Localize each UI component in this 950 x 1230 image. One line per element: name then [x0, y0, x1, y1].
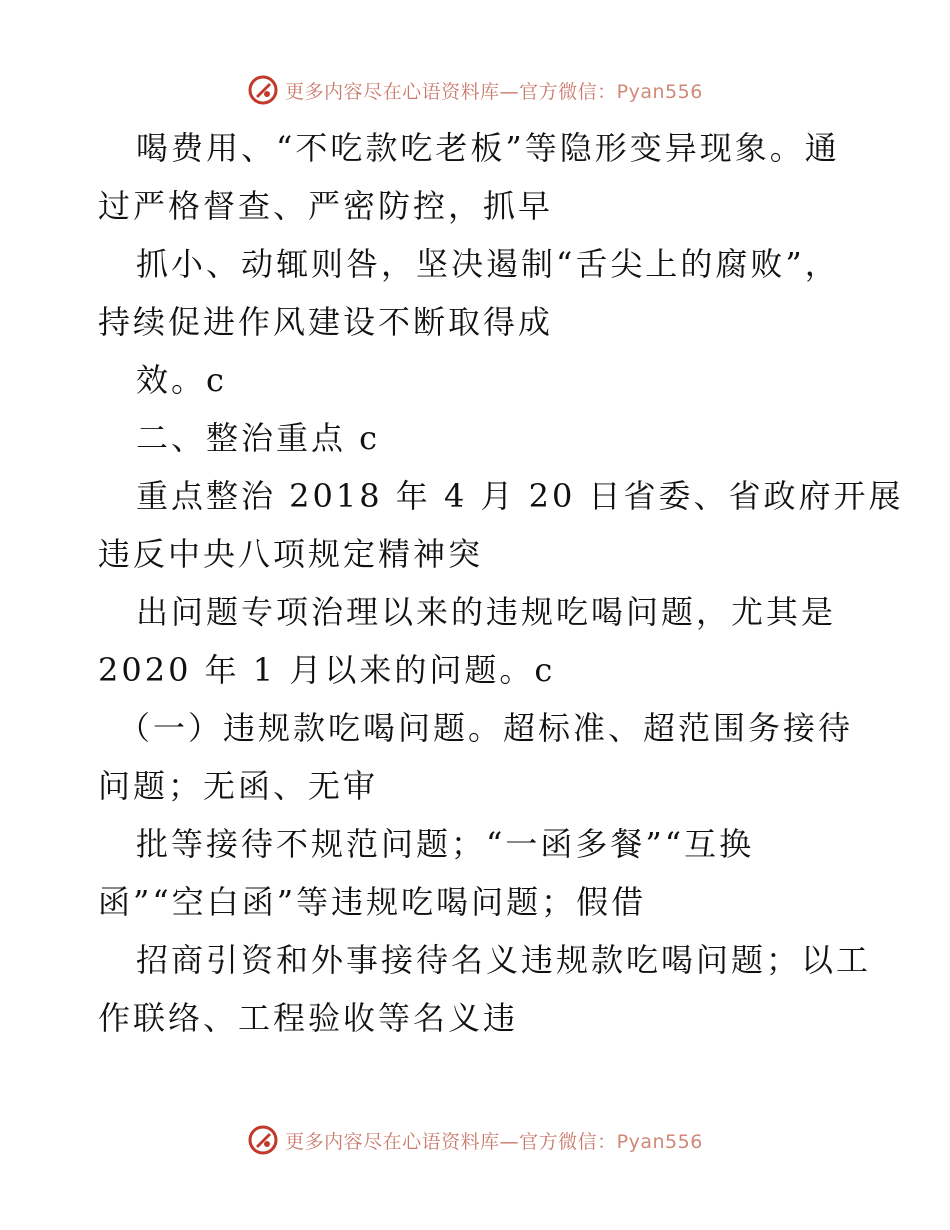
text-line: 过严格督查、严密防控，抓早 — [98, 187, 554, 225]
text-line: 喝费用、“不吃款吃老板”等隐形变异现象。通 — [136, 129, 840, 167]
text-line: 持续促进作风建设不断取得成 — [98, 303, 554, 341]
text-line: 作联络、工程验收等名义违 — [98, 999, 519, 1037]
text-line: 问题；无函、无审 — [98, 767, 379, 805]
text-line: 函”“空白函”等违规吃喝问题；假借 — [98, 883, 647, 921]
text-line: 效。c — [136, 361, 227, 399]
text-line: 抓小、动辄则咎，坚决遏制“舌尖上的腐败”， — [136, 245, 840, 283]
header-watermark-text: 更多内容尽在心语资料库—官方微信：Pyan556 — [285, 80, 703, 103]
brand-logo-icon — [247, 74, 279, 106]
text-line: 招商引资和外事接待名义违规款吃喝问题；以工 — [136, 941, 872, 979]
footer-watermark-banner — [0, 1120, 950, 1160]
text-line: （一）违规款吃喝问题。超标准、超范围务接待 — [118, 709, 854, 747]
brand-logo-icon — [247, 1124, 279, 1156]
text-line: 违反中央八项规定精神突 — [98, 535, 484, 573]
header-watermark-banner — [0, 70, 950, 110]
text-line: 批等接待不规范问题；“一函多餐”“互换 — [136, 825, 755, 863]
text-line: 出问题专项治理以来的违规吃喝问题，尤其是 — [136, 593, 837, 631]
text-line: 重点整治 2018 年 4 月 20 日省委、省政府开展 — [136, 477, 904, 515]
section-heading: 二、整治重点 c — [136, 419, 381, 457]
text-line: 2020 年 1 月以来的问题。c — [98, 651, 556, 689]
footer-watermark-text: 更多内容尽在心语资料库—官方微信：Pyan556 — [285, 1130, 703, 1153]
